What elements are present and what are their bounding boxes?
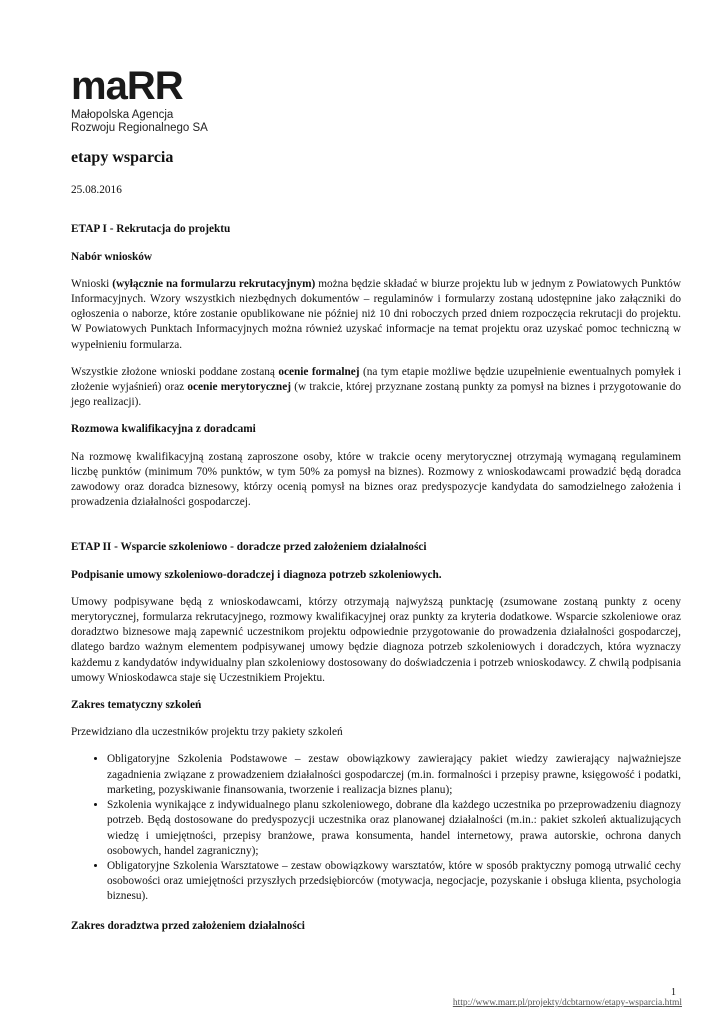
list-item: • Szkolenia wynikające z indywidualnego planu szkoleniowego, dobrane dla każdego uczestnika po przeprowadzeniu diagnozy potrzeb. Będą dostosowane do predyspozycji uczestnika oraz planowanej działalności (m.in.: pakiet szkoleń aktualizujących wiedzę i umiejętności, przepisy branżowe, prawa konsumenta, handel internetowy, prawa autorskie, ochrona danych osobowych, handel zagraniczny); xyxy=(107,798,681,859)
logo-mark: maRR xyxy=(71,64,183,108)
umowa-heading: Podpisanie umowy szkoleniowo-doradczej i diagnoza potrzeb szkoleniowych. xyxy=(71,568,442,581)
logo-line-2: Rozwoju Regionalnego SA xyxy=(71,122,208,134)
etap-2-heading: ETAP II - Wsparcie szkoleniowo - doradcze przed założeniem działalności xyxy=(71,541,427,554)
source-url-link[interactable]: http://www.marr.pl/projekty/dcbtarnow/etapy-wsparcia.html xyxy=(452,998,682,1008)
list-item: • Obligatoryjne Szkolenia Warsztatowe – zestaw obowiązkowy warsztatów, które w sposób praktyczny pomogą utrwalić cechy osobowości oraz umiejętności przyszłych przedsiębiorców (motywacja, negocjacje, pozyskanie i obsługa klienta, psychologia biznesu). xyxy=(107,859,681,905)
nabor-heading: Nabór wniosków xyxy=(71,250,153,263)
zakres-szkolen-heading: Zakres tematyczny szkoleń xyxy=(71,699,202,712)
page-number: 1 xyxy=(671,987,676,998)
ocena-paragraph: Wszystkie złożone wnioski poddane zostaną ocenie formalnej (na tym etapie możliwe będzie uzupełnienie ewentualnych pomyłek i złożenie wyjaśnień) oraz ocenie merytorycznej (w trakcie, której przyznane zostaną punkty za pomysł na biznes i przygotowanie do jego realizacji). xyxy=(71,365,682,409)
szkolenia-list xyxy=(71,752,681,904)
logo-line-1: Małopolska Agencja xyxy=(71,109,174,121)
document-content xyxy=(71,150,681,946)
pakiety-intro: Przewidziano dla uczestników projektu trzy pakiety szkoleń xyxy=(71,726,343,739)
rozmowa-heading: Rozmowa kwalifikacyjna z doradcami xyxy=(71,423,256,436)
logo-subtitle xyxy=(71,109,231,135)
rozmowa-paragraph: Na rozmowę kwalifikacyjną zostaną zaproszone osoby, które w trakcie oceny merytorycznej otrzymają wymaganą regulaminem liczbę punktów (minimum 70% punktów, w tym 50% za pomysł na biznes). Rozmowy z wnioskodawcami prowadzić będą doradca zawodowy oraz doradca biznesowy, którzy ocenią pomysł na biznes oraz predyspozycje kandydata do samodzielnego założenia i prowadzenia działalności gospodarczej. xyxy=(71,450,681,509)
page-title: etapy wsparcia xyxy=(71,149,174,166)
marr-logo xyxy=(71,64,231,140)
zakres-doradztwa-heading: Zakres doradztwa przed założeniem działalności xyxy=(71,919,305,932)
document-date: 25.08.2016 xyxy=(71,184,122,197)
list-item: • Obligatoryjne Szkolenia Podstawowe – zestaw obowiązkowy zawierający pakiet wiedzy zawierający najważniejsze zagadnienia związane z prowadzeniem działalności gospodarczej (m.in. formalności i przepisy prawne, księgowość i podatki, marketing, pozyskiwanie finansowania, tworzenie i realizacja biznes planu); xyxy=(107,752,681,798)
umowa-paragraph: Umowy podpisywane będą z wnioskodawcami, którzy otrzymają najwyższą punktację (zsumowane zostaną punkty z oceny merytorycznej, formularza rekrutacyjnego, rozmowy kwalifikacyjnej oraz punkty za kryteria dodatkowe. Wsparcie szkoleniowe oraz doradztwo biznesowe mają zapewnić uczestnikom projektu odpowiednie przygotowanie do prowadzenia działalności gospodarczej, dlatego bardzo ważnym elementem podpisywanej umowy będzie diagnoza potrzeb szkoleniowych i doradczych, która wyznaczy każdemu z kandydatów indywidualny plan szkoleniowy dostosowany do doświadczenia i potrzeb wnioskodawcy. Z chwilą podpisania umowy Wnioskodawca staje się Uczestnikiem Projektu. xyxy=(71,595,681,684)
etap-1-heading: ETAP I - Rekrutacja do projektu xyxy=(71,223,231,236)
nabor-paragraph: Wnioski (wyłącznie na formularzu rekrutacyjnym) można będzie składać w biurze projektu lub w jednym z Powiatowych Punktów Informacyjnych. Wzory wszystkich niezbędnych dokumentów – regulaminów i formularzy zostaną udostępnine jako załączniki do ogłoszenia o naborze, które zostanie opublikowane nie później niż 10 dni roboczych przed dniem rozpoczęcia rekrutacji do projektu. W Powiatowych Punktach Informacyjnych można również uzyskać informacje na temat projektu oraz uzyskać pomoc techniczną w wypełnieniu formularza. xyxy=(71,277,681,351)
